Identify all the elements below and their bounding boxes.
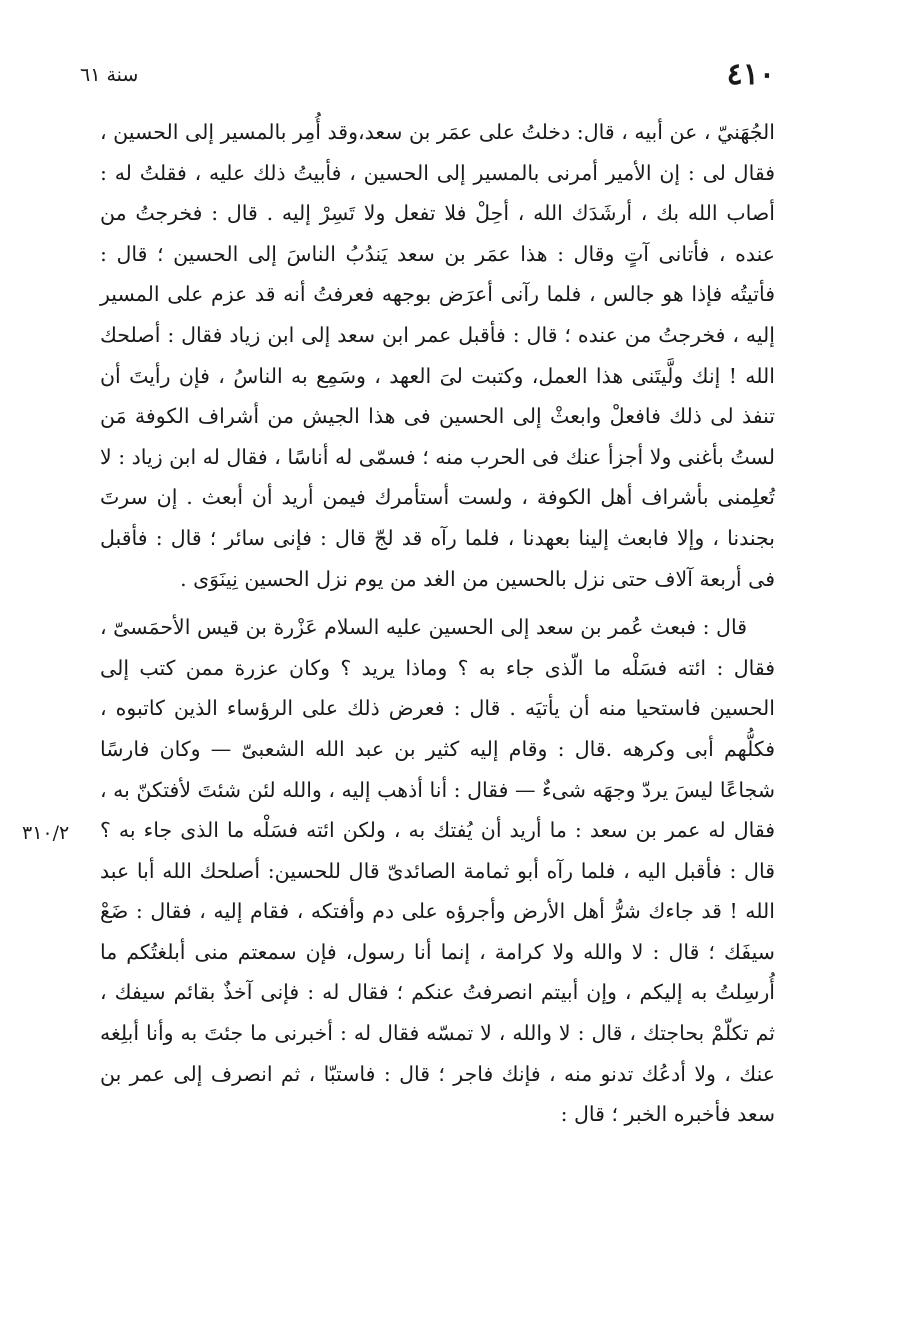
paragraph-2: قال : فبعث عُمر بن سعد إلى الحسين عليه السلام عَزْرة بن قيس الأحمَسىّ ، فقال : ائته فسَلْه ما الّذى جاء به ؟ وماذا يريد ؟ وكان عزرة ممن كتب إلى الحسين فاستحيا منه أن يأتيَه . قال : فعرض ذلك على الرؤساء الذين كاتبوه ، فكلُّهم أبى وكرهه .قال : وقام إليه كثير بن عبد الله الشعبىّ — وكان فارسًا شجاعًا ليسَ يردّ وجهَه شىءٌ — فقال : أنا أذهب إليه ، والله لئن شئتَ لأفتكنّ به ، فقال له عمر بن سعد : ما أريد أن يُفتك به ، ولكن ائته فسَلْه ما الذى جاء به ؟ قال : فأقبل اليه ، فلما رآه أبو ثمامة الصائدىّ قال للحسين: أصلحك الله أبا عبد الله ! قد جاءك شرُّ أهل الأرض وأجرؤه على دم وأفتكه ، فقام إليه ، فقال : ضَعْ سيفَك ؛ قال : لا والله ولا كرامة ، إنما أنا رسول، فإن سمعتم منى أبلغتُكم ما أُرسِلتُ به إليكم ، وإن أبيتم انصرفتُ عنكم ؛ فقال له : فإنى آخذٌ بقائم سيفك ، ثم تكلّمْ بحاجتك ، قال : لا والله ، لا تمسّه فقال له : أخبرنى ما جئتَ به وأنا أبلِغه عنك ، ولا أدعُك تدنو منه ، فإنك فاجر ؛ قال : فاستبّا ، ثم انصرف إلى عمر بن سعد فأخبره الخبر ؛ قال : (100, 615, 775, 1127)
year-running-head: سنة ٦١ (80, 64, 139, 86)
paragraph-1: الجُهَنيّ ، عن أبيه ، قال: دخلتُ على عمَر بن سعد،وقد أُمِر بالمسير إلى الحسين ، فقال لى : إن الأمير أمرنى بالمسير إلى الحسين ، فأبيتُ ذلك عليه ، فقلتُ له : أصاب الله بك ، أرشَدَك الله ، أحِلْ فلا تفعل ولا تَسِرْ إليه . قال : فخرجتُ من عنده ، فأتانى آتٍ وقال : هذا عمَر بن سعد يَندُبُ الناسَ إلى الحسين ؛ قال : فأتيتُه فإذا هو جالس ، فلما رآنى أعرَض بوجهه فعرفتُ أنه قد عزم على المسير إليه ، فخرجتُ من عنده ؛ قال : فأقبل عمر ابن سعد إلى ابن زياد فقال : أصلحك الله ! إنك ولَّيتَنى هذا العمل، وكتبت لىَ العهد ، وسَمِع به الناسُ ، فإن رأيتَ أن تنفذ لى ذلك فافعلْ وابعثْ إلى الحسين فى هذا الجيش من أشراف الكوفة مَن لستُ بأغنى ولا أجزأ عنك فى الحرب منه ؛ فسمّى له أناسًا ، فقال له ابن زياد : لا تُعلِمنى بأشراف أهل الكوفة ، ولست أستأمرك فيمن أريد أن أبعث . إن سرتَ بجندنا ، وإلا فابعث إلينا بعهدنا ، فلما رآه قد لجّ قال : فإنى سائر ؛ قال : فأقبل فى أربعة آلاف حتى نزل بالحسين من الغد من يوم نزل الحسين نِينَوَى . (100, 120, 775, 591)
margin-reference: ٣١٠/٢ (22, 822, 70, 844)
body-text (100, 112, 775, 1135)
page-header (80, 55, 775, 95)
page-number: ٤١٠ (726, 57, 775, 92)
